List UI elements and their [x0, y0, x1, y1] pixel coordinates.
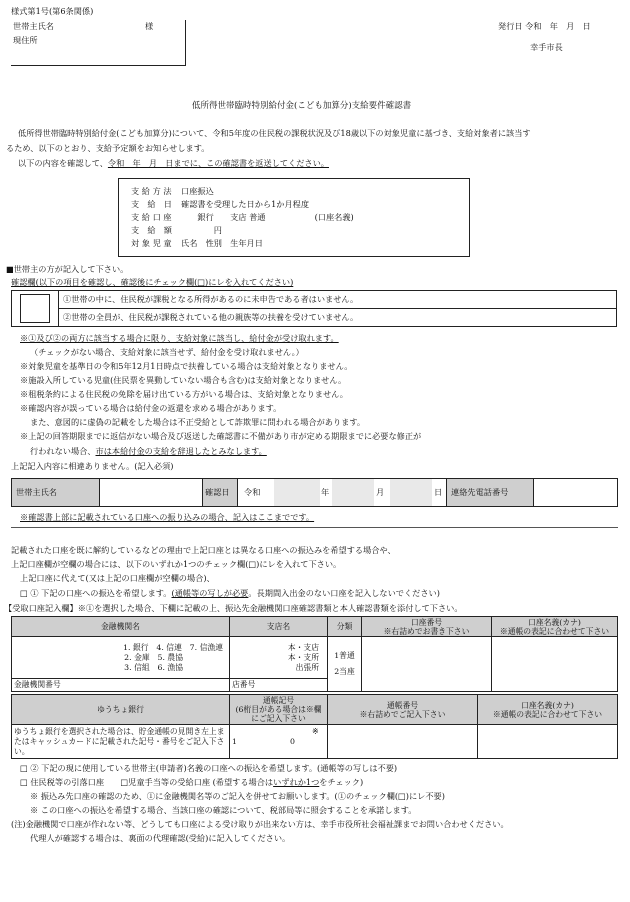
acct-p1: 記載された口座を既に解約しているなどの理由で上記口座とは異なる口座への振込みを希望する場合や、 — [11, 545, 396, 555]
note-4: ※施設入所している児童(住民票を異動していない場合も含む)は支給対象となりません。 — [20, 375, 347, 385]
householder-heading: ■世帯主の方が記入して下さい。 — [6, 264, 129, 274]
bottom-b5: (注)金融機関で口座が作れない等、どうしても口座による受け取りが出来ない方は、幸手市役所社会福祉課までお問い合わせください。 — [11, 819, 509, 829]
intro-line3: 以下の内容を確認して、令和 年 月 日までに、この確認書を返送してください。 — [18, 158, 329, 168]
sign-phone-label: 連絡先電話番号 — [446, 479, 534, 506]
sign-note: ※確認書上部に記載されている口座への振り込みの場合、記入はここまでです。 — [20, 512, 315, 522]
check-item-1: ①世帯の中に、住民税が課税となる所得があるのに未申告である者はいません。 — [58, 290, 617, 309]
sign-year: 年 — [321, 487, 330, 497]
yucho-h-name: ゆうちょ銀行 — [12, 695, 230, 725]
sign-date-label: 確認日 — [202, 479, 238, 506]
divider — [11, 527, 618, 528]
bank-inst-code: 金融機関番号 — [12, 679, 230, 692]
note-9: 行われない場合、市は本給付金の支給を辞退したとみなします。 — [30, 446, 267, 456]
yucho-sign-field[interactable]: 1 0 ※ — [230, 725, 328, 759]
yucho-h-number: 通帳番号 ※右詰めでご記入下さい — [328, 695, 478, 725]
yucho-desc: ゆうちょ銀行を選択された場合は、貯金通帳の見開き左上またはキャッシュカードに記載された記号・番号をご記入下さい。 — [12, 725, 230, 759]
bottom-b2: □ 住民税等の引落口座 □児童手当等の受給口座 (希望する場合はいずれか1つをチェック) — [20, 777, 364, 787]
note-10: 上記記入内容に相違ありません。(記入必須) — [11, 461, 174, 471]
check-instruction: 確認欄(以下の項目を確認し、確認後にチェック欄(□)にレを入れてください) — [11, 277, 294, 287]
yucho-h-holder: 口座名義(カナ) ※通帳の表記に合わせて下さい — [478, 695, 618, 725]
sama-label: 様 — [145, 21, 154, 31]
bank-type-opts[interactable]: 1普通 2当座 — [328, 637, 362, 692]
address-label: 現住所 — [13, 35, 38, 45]
info-row-account: 支 給 口 座 銀行 支店 普通 (口座名義) — [131, 212, 354, 222]
form-number: 様式第1号(第6条関係) — [11, 6, 94, 16]
sign-row — [11, 478, 618, 507]
sign-year-field[interactable] — [274, 479, 320, 506]
acct-p4: □ ① 下記の口座への振込を希望します。(通帳等の写しが必要。長期間入出金のない口座を記入しないでください) — [20, 588, 440, 598]
bank-table — [11, 616, 618, 692]
note-6: ※確認内容が誤っている場合は給付金の返還を求める場合があります。 — [20, 403, 282, 413]
sign-phone-field[interactable] — [534, 479, 617, 506]
bank-branch-opts[interactable]: 本・支店 本・支所 出張所 — [230, 637, 328, 679]
note-7: また、意図的に虚偽の記載をした場合は不正受給として詐欺罪に問われる場合があります。 — [30, 417, 366, 427]
info-row-method: 支 給 方 法 口座振込 — [131, 186, 214, 196]
mayor: 幸手市長 — [530, 42, 563, 52]
intro-line2: るため、以下のとおり、支給予定額をお知らせします。 — [6, 143, 210, 153]
note-2: （チェックがない場合、支給対象に該当せず、給付金を受け取れません。） — [30, 347, 304, 357]
bank-h-inst: 金融機関名 — [12, 617, 230, 637]
sign-month-gap — [332, 479, 374, 506]
yucho-h-sign: 通帳記号 (6桁目がある場合は※欄にご記入下さい — [230, 695, 328, 725]
bottom-b1: □ ② 下記の現に使用している世帯主(申請者)名義の口座への振込を希望します。(通帳等の写しは不要) — [20, 763, 398, 773]
info-box — [118, 178, 470, 257]
bank-inst-opts[interactable]: 1. 銀行 4. 信連 7. 信漁連 2. 金庫 5. 農協 3. 信組 6. 漁協 — [12, 637, 230, 679]
sign-name-field[interactable] — [100, 479, 202, 506]
bottom-b3: ※ 振込み先口座の確認のため、①に金融機関名等のご記入を併せてお願いします。(①のチェック欄(□)にレ不要) — [30, 791, 445, 801]
bank-h-type: 分類 — [328, 617, 362, 637]
acct-p3: 上記口座に代えて(又は上記の口座欄が空欄の場合)、 — [20, 573, 215, 583]
acct-p2: 上記口座欄が空欄の場合には、以下のいずれか1つのチェック欄(□)にレを入れて下さい。 — [11, 559, 342, 569]
note-5: ※租税条約による住民税の免除を届け出ている方がいる場合は、支給対象となりません。 — [20, 389, 348, 399]
intro-line1: 低所得世帯臨時特別給付金(こども加算分)について、令和5年度の住民税の課税状況及び18歳以下の対象児童に基づき、支給対象者に該当す — [18, 128, 531, 138]
info-row-date: 支 給 日 確認書を受理した日から1か月程度 — [131, 199, 310, 209]
sign-reiwa: 令和 — [244, 487, 261, 497]
check-box[interactable] — [20, 294, 50, 323]
householder-label: 世帯主氏名 — [13, 21, 54, 31]
note-1: ※①及び②の両方に該当する場合に限り、支給対象に該当し、給付金が受け取れます。 — [20, 333, 339, 343]
bottom-b6: 代理人が確認する場合は、裏面の代理確認(受給)に記入してください。 — [30, 833, 291, 843]
sign-month: 月 — [376, 487, 385, 497]
yucho-number-field[interactable] — [328, 725, 478, 759]
bank-holder-field[interactable] — [492, 637, 618, 692]
bank-number-field[interactable] — [362, 637, 492, 692]
note-8: ※上記の回答期限までに返信がない場合及び返送した確認書に不備があり市が定める期限までに必要な修正が — [20, 431, 422, 441]
sign-day-field[interactable] — [390, 479, 432, 506]
info-row-child: 対 象 児 童 氏名 性別 生年月日 — [131, 238, 263, 248]
bank-branch-code: 店番号 — [230, 679, 328, 692]
note-3: ※対象児童を基準日の令和5年12月1日時点で扶養している場合は支給対象となりません。 — [20, 361, 353, 371]
sign-day: 日 — [434, 487, 443, 497]
bank-h-number: 口座番号 ※右詰めでお書き下さい — [362, 617, 492, 637]
bank-h-holder: 口座名義(カナ) ※通帳の表記に合わせて下さい — [492, 617, 618, 637]
info-row-amount: 支 給 額 円 — [131, 225, 222, 235]
document-title: 低所得世帯臨時特別給付金(こども加算分)支給要件確認書 — [192, 101, 412, 111]
bank-h-branch: 支店名 — [230, 617, 328, 637]
sign-name-label: 世帯主氏名 — [12, 479, 100, 506]
yucho-table — [11, 694, 618, 759]
yucho-holder-field[interactable] — [478, 725, 618, 759]
check-item-2: ②世帯の全員が、住民税が課税されている他の親族等の扶養を受けていません。 — [58, 308, 617, 327]
acct-p5: 【受取口座記入欄】※①を選択した場合、下欄に記載の上、振込先金融機関口座確認書類と本人確認書類を添付して下さい。 — [4, 603, 463, 613]
issue-date: 発行日 令和 年 月 日 — [498, 21, 591, 31]
bottom-b4: ※ この口座への振込を希望する場合、当該口座の確認について、税部局等に照会することを承諾します。 — [30, 805, 417, 815]
check-area — [11, 290, 617, 327]
